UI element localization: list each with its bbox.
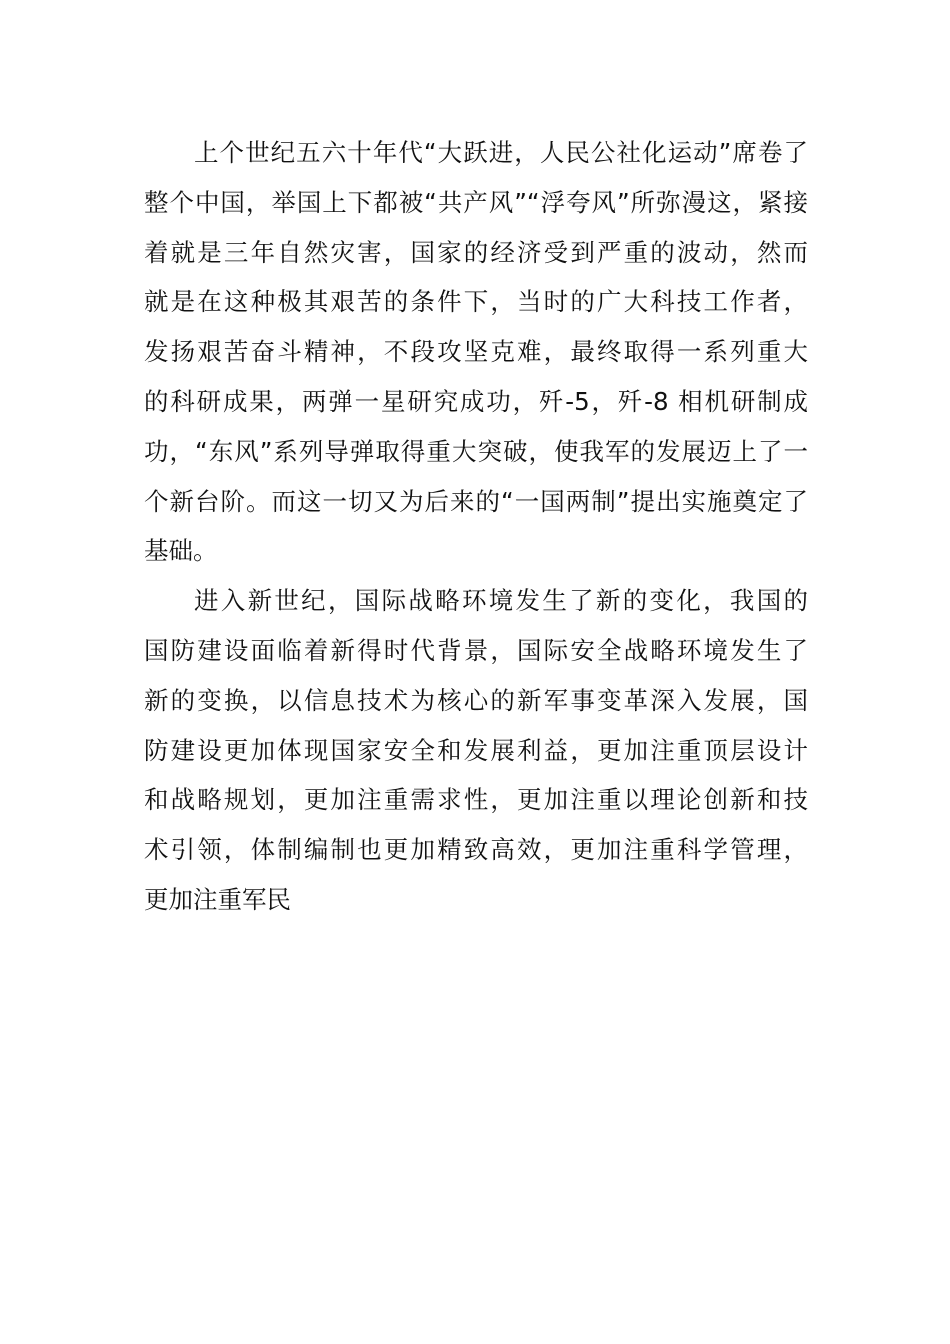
paragraph-line: 整个中国，举国上下都被“共产风”“浮夸风”所弥漫这，紧接 bbox=[144, 187, 808, 217]
paragraph-2 bbox=[144, 576, 808, 925]
paragraph-line: 功，“东风”系列导弹取得重大突破，使我军的发展迈上了一 bbox=[144, 436, 808, 466]
paragraph-line: 的科研成果，两弹一星研究成功，歼-5，歼-8 相机研制成 bbox=[144, 386, 808, 416]
paragraph-line: 就是在这种极其艰苦的条件下，当时的广大科技工作者， bbox=[144, 287, 808, 317]
paragraph-line: 基础。 bbox=[144, 536, 218, 566]
paragraph-1 bbox=[144, 128, 808, 576]
paragraph-line: 更加注重军民 bbox=[144, 884, 291, 914]
paragraph-line: 和战略规划，更加注重需求性，更加注重以理论创新和技 bbox=[144, 785, 808, 815]
paragraph-line: 个新台阶。而这一切又为后来的“一国两制”提出实施奠定了 bbox=[144, 486, 808, 516]
paragraph-line: 术引领，体制编制也更加精致高效，更加注重科学管理， bbox=[144, 835, 808, 865]
paragraph-line: 新的变换，以信息技术为核心的新军事变革深入发展，国 bbox=[144, 685, 808, 715]
paragraph-line: 着就是三年自然灾害，国家的经济受到严重的波动，然而 bbox=[144, 237, 808, 267]
paragraph-line: 国防建设面临着新得时代背景，国际安全战略环境发生了 bbox=[144, 635, 808, 665]
paragraph-line: 进入新世纪，国际战略环境发生了新的变化，我国的 bbox=[194, 586, 808, 616]
paragraph-line: 上个世纪五六十年代“大跃进，人民公社化运动”席卷了 bbox=[194, 138, 808, 167]
paragraph-line: 防建设更加体现国家安全和发展利益，更加注重顶层设计 bbox=[144, 735, 808, 765]
paragraph-line: 发扬艰苦奋斗精神，不段攻坚克难，最终取得一系列重大 bbox=[144, 337, 808, 367]
document-body bbox=[144, 128, 808, 925]
